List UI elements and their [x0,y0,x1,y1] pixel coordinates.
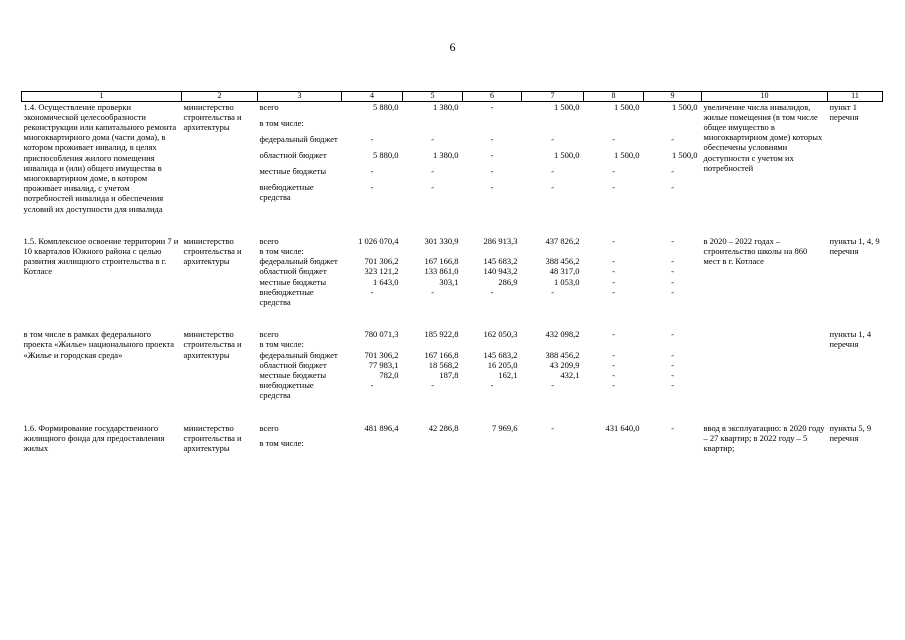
amount-9: - [671,235,674,246]
amount-8: - [612,380,615,391]
amount-6 [463,118,522,134]
amount-4: - [370,181,374,192]
amount-4 [342,339,403,349]
funding-source: местные бюджеты [259,276,327,287]
reference-cell: пункты 5, 9 перечня [829,422,872,443]
amount-6: - [490,380,494,391]
amount-6 [463,339,522,349]
column-header-9: 9 [644,92,702,102]
amount-5: 187,8 [439,369,459,380]
reference-cell: пункты 1, 4 перечня [829,329,872,350]
amount-9: - [671,256,674,267]
amount-5: 18 568,2 [428,359,459,370]
amount-4: 780 071,3 [364,329,399,340]
amount-9: - [671,165,674,176]
column-header-5: 5 [403,92,463,102]
amount-6: 140 943,2 [483,266,518,277]
column-header-2: 2 [182,92,258,102]
funding-source: местные бюджеты [259,369,327,380]
amount-8: 1 500,0 [614,149,640,160]
item-description: 1.6. Формирование государственного жилищного фонда для предоставления жилых [23,422,165,453]
funding-source: федеральный бюджет [259,349,338,360]
amount-5: 301 330,9 [424,235,459,246]
amount-8 [584,438,644,453]
amount-4: - [370,133,374,144]
amount-9: - [671,266,674,277]
funding-source: областной бюджет [259,149,327,160]
amount-6: - [490,286,494,297]
column-header-10: 10 [702,92,828,102]
table-row [22,423,883,438]
amount-7: 388 456,2 [545,256,580,267]
amount-7: 1 053,0 [554,276,580,287]
amount-6: 7 969,6 [492,422,518,433]
program-table [21,91,883,453]
amount-4: 701 306,2 [364,349,399,360]
column-header-7: 7 [522,92,584,102]
column-number-header-row [22,92,883,102]
amount-5: 1 380,0 [433,101,459,112]
amount-7 [522,118,584,134]
amount-4: 1 643,0 [373,276,399,287]
amount-7: 432,1 [560,369,580,380]
executor-cell: министерство строительства и архитектуры [183,422,242,453]
amount-8 [584,246,644,256]
amount-4 [342,438,403,453]
column-header-8: 8 [584,92,644,102]
expected-result: ввод в эксплуатацию: в 2020 году – 27 квартир; в 2022 году – 5 квартир; [703,422,825,453]
amount-9: 1 500,0 [672,149,698,160]
amount-9 [644,246,702,256]
spacer-cell [22,307,883,329]
amount-7: - [551,133,554,144]
funding-source: всего [259,329,279,340]
column-header-4: 4 [342,92,403,102]
amount-8: - [612,359,615,370]
amount-8: - [612,133,615,144]
amount-5 [403,339,463,349]
reference-cell: пункт 1 перечня [829,101,859,122]
amount-6: 162 050,3 [483,329,518,340]
amount-6 [463,246,522,256]
spacer-cell [22,214,883,236]
column-header-6: 6 [463,92,522,102]
funding-source: в том числе: [259,437,304,448]
spacer-cell [22,401,883,423]
funding-source: областной бюджет [259,359,327,370]
amount-7 [522,438,584,453]
amount-9: - [671,422,674,433]
funding-source: в том числе: [259,339,304,350]
spacer-row [22,307,883,329]
amount-9 [644,118,702,134]
amount-5: 133 861,0 [424,266,459,277]
funding-source: местные бюджеты [259,165,327,176]
amount-4: 77 983,1 [368,359,399,370]
column-header-11: 11 [828,92,883,102]
amount-7: - [551,286,554,297]
amount-7: 432 098,2 [545,329,580,340]
amount-5: - [431,165,434,176]
spacer-row [22,401,883,423]
reference-cell: пункты 1, 4, 9 перечня [829,235,880,256]
amount-4: - [370,286,374,297]
column-header-1: 1 [22,92,182,102]
amount-6: 145 683,2 [483,256,518,267]
funding-source: всего [259,101,279,112]
amount-4: 701 306,2 [364,256,399,267]
amount-9: - [671,380,674,391]
funding-source: федеральный бюджет [259,256,338,267]
amount-4 [342,246,403,256]
amount-7: - [551,181,554,192]
amount-7: 43 209,9 [549,359,580,370]
amount-8: 1 500,0 [614,101,640,112]
amount-7: 48 317,0 [549,266,580,277]
amount-6: 286,9 [498,276,518,287]
amount-8: - [612,256,615,267]
amount-5: 185 922,8 [424,329,459,340]
amount-7: 388 456,2 [545,349,580,360]
amount-4: - [370,165,374,176]
amount-6: 286 913,3 [483,235,518,246]
amount-6: 162,1 [498,369,518,380]
amount-5: - [431,286,434,297]
amount-5 [403,246,463,256]
amount-9: - [671,359,674,370]
amount-5: 303,1 [439,276,459,287]
amount-9: - [671,329,674,340]
amount-8: 431 640,0 [605,422,640,433]
amount-4: - [370,380,374,391]
amount-8: - [612,181,615,192]
amount-6: - [490,149,494,160]
amount-7: - [551,165,554,176]
amount-4: 5 880,0 [373,101,399,112]
expected-result: увеличение числа инвалидов, жилые помещения (в том числе общее имущество в многоквартирном доме) которых обеспечены условиями доступности с учетом их потребностей [703,101,823,173]
column-header-3: 3 [258,92,342,102]
amount-7 [522,246,584,256]
amount-7: 1 500,0 [554,101,580,112]
funding-source: в том числе: [259,245,304,256]
amount-5: 42 286,8 [428,422,459,433]
amount-8: - [612,276,615,287]
table-row [22,101,883,118]
amount-6: - [490,181,494,192]
amount-9: - [671,133,674,144]
amount-6: - [490,165,494,176]
amount-9: 1 500,0 [672,101,698,112]
item-description: 1.4. Осуществление проверки экономической целесообразности реконструкции или капитального ремонта многоквартирного дома (части дома), в котором проживает инвалид, в целях приспособления жилого помещения инвалида и (или) общего имущества в многоквартирном доме, в котором проживает инвалид, с учетом потребностей инвалида и обеспечения условий их доступности для инвалида [23,101,177,214]
amount-6 [463,438,522,453]
amount-9: - [671,276,674,287]
amount-8 [584,339,644,349]
item-description: в том числе в рамках федерального проекта «Жилье» национального проекта «Жилье и городская среда» [23,329,175,360]
amount-5: 167 166,8 [424,349,459,360]
funding-source: внебюджетные средства [259,181,314,202]
amount-9: - [671,369,674,380]
amount-7: 437 826,2 [545,235,580,246]
amount-4: 323 121,2 [364,266,399,277]
funding-source: всего [259,422,279,433]
amount-9 [644,438,702,453]
amount-8: - [612,266,615,277]
amount-5: - [431,380,434,391]
funding-source: всего [259,235,279,246]
amount-9 [644,339,702,349]
amount-5 [403,118,463,134]
executor-cell: министерство строительства и архитектуры [183,101,242,132]
table-row [22,236,883,246]
amount-8 [584,118,644,134]
amount-7: - [551,422,554,433]
executor-cell: министерство строительства и архитектуры [183,329,242,360]
executor-cell: министерство строительства и архитектуры [183,235,242,267]
amount-8: - [612,165,615,176]
amount-9: - [671,349,674,360]
amount-6: 145 683,2 [483,349,518,360]
funding-source: внебюджетные средства [259,286,314,307]
expected-result [702,329,828,400]
amount-8: - [612,329,615,340]
amount-7 [522,339,584,349]
amount-6: 16 205,0 [487,359,518,370]
table-row [22,329,883,339]
amount-4: 1 026 070,4 [358,235,399,246]
amount-5: - [431,181,434,192]
funding-source: областной бюджет [259,266,327,277]
amount-6: - [490,133,494,144]
funding-source: федеральный бюджет [259,133,338,144]
amount-7: 1 500,0 [554,149,580,160]
item-description: 1.5. Комплексное освоение территории 7 и 10 кварталов Южного района с целью развития жилищного строительства в г. Котласе [23,235,179,277]
amount-9: - [671,286,674,297]
amount-4: 5 880,0 [373,149,399,160]
amount-5: - [431,133,434,144]
spacer-row [22,214,883,236]
funding-source: в том числе: [259,117,304,128]
amount-4 [342,118,403,134]
amount-8: - [612,369,615,380]
amount-7: - [551,380,554,391]
amount-5 [403,438,463,453]
amount-4: 481 896,4 [364,422,399,433]
amount-5: 167 166,8 [424,256,459,267]
funding-source: внебюджетные средства [259,380,314,401]
amount-6: - [490,101,494,112]
amount-5: 1 380,0 [433,149,459,160]
amount-9: - [671,181,674,192]
amount-8: - [612,235,615,246]
amount-8: - [612,349,615,360]
page-number: 6 [449,40,456,54]
amount-4: 782,0 [379,369,399,380]
amount-8: - [612,286,615,297]
expected-result: в 2020 – 2022 годах – строительство школы на 860 мест в г. Котласе [703,235,808,267]
